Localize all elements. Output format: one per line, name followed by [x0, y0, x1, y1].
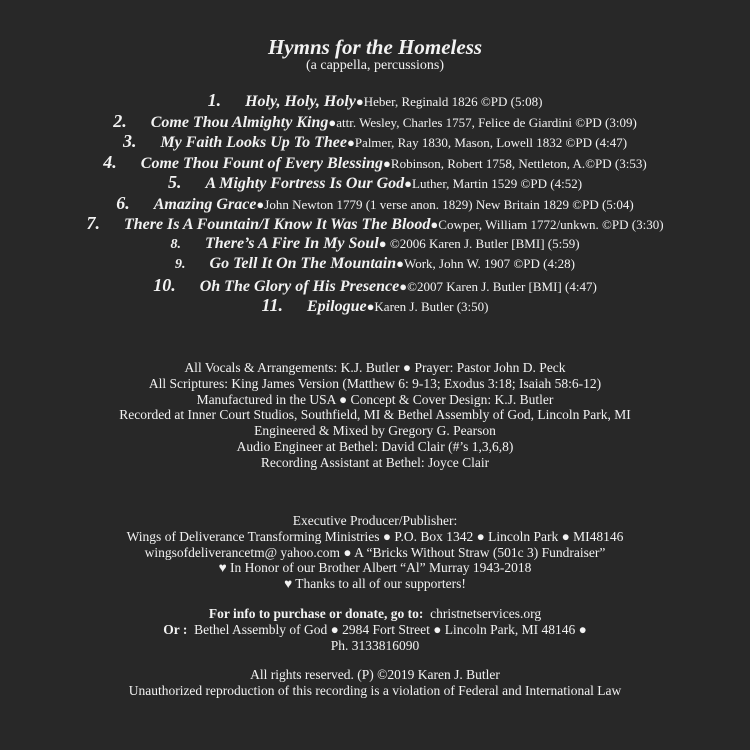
track-number: 7.: [86, 213, 100, 233]
track-info: ●Cowper, William 1772/unkwn. ©PD (3:30): [430, 217, 664, 232]
track-number: 10.: [153, 274, 176, 295]
track-item: [0, 295, 750, 316]
track-info: ●Luther, Martin 1529 ©PD (4:52): [404, 176, 583, 191]
purchase-label: For info to purchase or donate, go to:: [208, 606, 424, 621]
executive-line: ♥ In Honor of our Brother Albert “Al” Murray 1943-2018: [218, 560, 532, 576]
purchase-line: [0, 606, 750, 622]
track-item: [0, 111, 750, 132]
track-title: Come Thou Almighty King: [150, 113, 329, 131]
credits-section: [0, 360, 750, 471]
track-title: There’s A Fire In My Soul: [204, 234, 379, 252]
purchase-info-section: [0, 606, 750, 653]
track-number: 5.: [167, 172, 182, 192]
track-title: Epilogue: [307, 298, 367, 315]
or-label: Or :: [163, 621, 188, 637]
album-subtitle: (a cappella, percussions): [306, 58, 444, 73]
track-info: ●John Newton 1779 (1 verse anon. 1829) New Britain 1829 ©PD (5:04): [256, 196, 634, 212]
phone: Ph. 3133816090: [330, 637, 420, 653]
track-title: There Is A Fountain/I Know It Was The Blood: [123, 216, 431, 233]
address: Bethel Assembly of God ● 2984 Fort Street ● Lincoln Park, MI 48146 ●: [194, 621, 587, 637]
track-info: ●Heber, Reginald 1826 ©PD (5:08): [355, 94, 543, 109]
track-number: 6.: [116, 192, 130, 213]
track-info: ●Robinson, Robert 1758, Nettleton, A.©PD (3:53): [383, 155, 647, 171]
track-title: Holy, Holy, Holy: [245, 93, 356, 110]
track-info: ●attr. Wesley, Charles 1757, Felice de Giardini ©PD (3:09): [328, 114, 637, 130]
executive-heading: Executive Producer/Publisher:: [292, 513, 458, 528]
purchase-site: christnetservices.org: [430, 606, 542, 621]
executive-line: ♥ Thanks to all of our supporters!: [284, 576, 466, 592]
track-title: My Faith Looks Up To Thee: [160, 134, 347, 151]
track-item: [0, 131, 750, 152]
track-number: 3.: [122, 131, 137, 151]
track-info: ●Work, John W. 1907 ©PD (4:28): [396, 256, 575, 271]
track-item: [0, 213, 750, 234]
track-number: 9.: [175, 257, 186, 272]
executive-section: [0, 513, 750, 592]
album-title: Hymns for the Homeless: [267, 35, 483, 59]
track-title: Oh The Glory of His Presence: [199, 277, 400, 295]
track-item: [0, 234, 750, 255]
track-number: 1.: [207, 90, 222, 110]
track-number: 11.: [261, 295, 283, 315]
credit-line: Audio Engineer at Bethel: David Clair (#’s 1,3,6,8): [236, 438, 514, 454]
track-title: Go Tell It On The Mountain: [209, 255, 397, 272]
rights-line: All rights reserved. (P) ©2019 Karen J. Butler: [250, 667, 500, 682]
executive-line: wingsofdeliverancetm@ yahoo.com ● A “Bricks Without Straw (501c 3) Fundraiser”: [144, 544, 606, 560]
track-item: [0, 254, 750, 275]
executive-line: Wings of Deliverance Transforming Ministries ● P.O. Box 1342 ● Lincoln Park ● MI48146: [126, 528, 624, 544]
track-item: [0, 90, 750, 111]
track-number: 2.: [113, 110, 127, 131]
track-info: ●Karen J. Butler (3:50): [366, 299, 489, 314]
track-title: A Mighty Fortress Is Our God: [205, 175, 405, 192]
credit-line: Manufactured in the USA ● Concept & Cover Design: K.J. Butler: [196, 391, 554, 407]
track-info: ●Palmer, Ray 1830, Mason, Lowell 1832 ©PD (4:47): [346, 135, 628, 150]
track-item: [0, 193, 750, 214]
credit-line: Recording Assistant at Bethel: Joyce Clair: [260, 454, 490, 470]
track-item: [0, 172, 750, 193]
credit-line: Engineered & Mixed by Gregory G. Pearson: [254, 423, 496, 439]
track-info: ●©2007 Karen J. Butler [BMI] (4:47): [399, 278, 597, 294]
track-number: 4.: [103, 151, 117, 172]
track-item: [0, 275, 750, 296]
credit-line: All Vocals & Arrangements: K.J. Butler ● Prayer: Pastor John D. Peck: [184, 360, 566, 375]
track-title: Amazing Grace: [153, 195, 257, 213]
track-title: Come Thou Fount of Every Blessing: [140, 154, 384, 172]
credit-line: Recorded at Inner Court Studios, Southfield, MI & Bethel Assembly of God, Lincoln Park, MI: [119, 407, 631, 423]
address-line: [0, 622, 750, 638]
track-info: ● ©2006 Karen J. Butler [BMI] (5:59): [378, 235, 580, 251]
track-item: [0, 152, 750, 173]
track-number: 8.: [170, 236, 181, 252]
credit-line: All Scriptures: King James Version (Matthew 6: 9-13; Exodus 3:18; Isaiah 58:6-12): [148, 375, 602, 391]
track-list: [0, 90, 750, 316]
rights-section: [0, 667, 750, 699]
rights-line: Unauthorized reproduction of this recording is a violation of Federal and International Law: [128, 682, 622, 698]
